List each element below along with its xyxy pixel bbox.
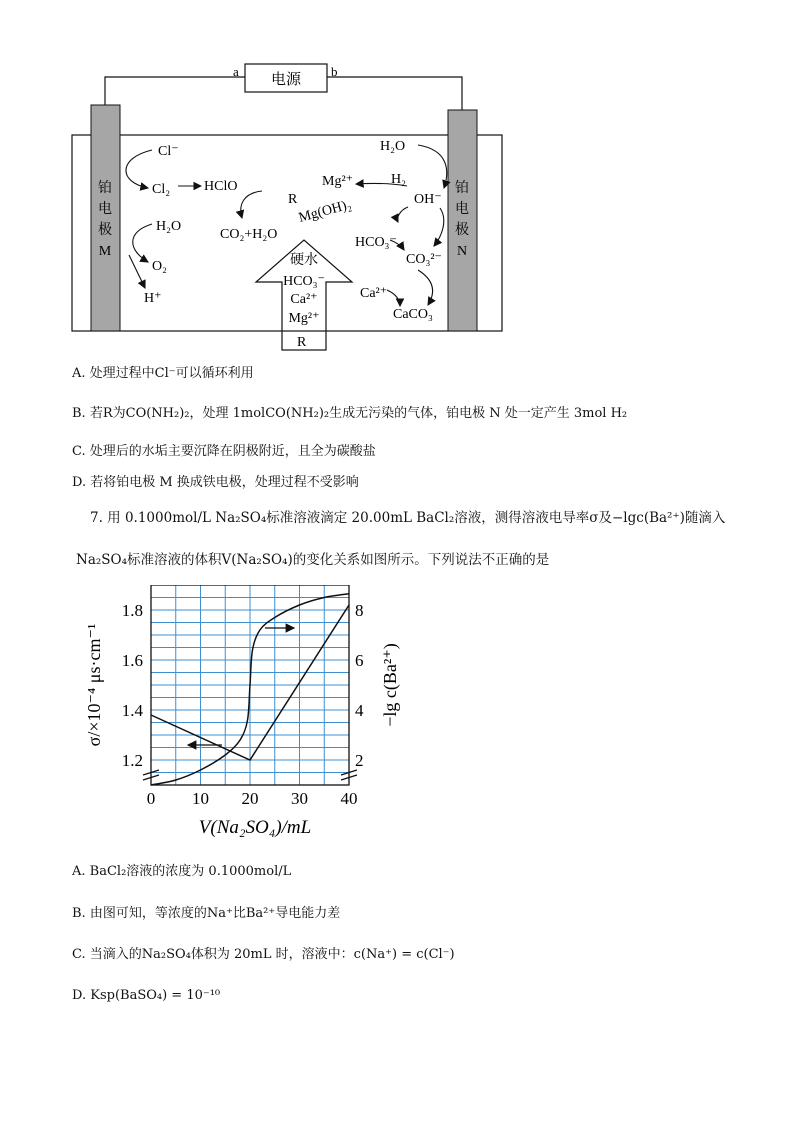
electrode-n xyxy=(448,110,477,331)
q7-option-a[interactable] xyxy=(72,862,291,882)
option-text: 处理过程中Cl⁻可以循环利用 xyxy=(89,366,254,381)
hard-water-ca: Ca²⁺ xyxy=(290,292,318,307)
q6-option-b[interactable] xyxy=(72,404,627,424)
hco3-right: HCO₃⁻ xyxy=(355,235,397,250)
option-text: BaCl₂溶液的浓度为 0.1000mol/L xyxy=(89,864,292,879)
mg2-plus: Mg²⁺ xyxy=(322,174,354,189)
q6-option-c[interactable] xyxy=(72,442,376,462)
cl-minus: Cl⁻ xyxy=(158,144,179,159)
option-letter: A. xyxy=(72,864,86,879)
electrode-m-label-4: M xyxy=(98,244,112,259)
option-letter: C. xyxy=(72,444,86,459)
x-tick-label: 20 xyxy=(241,789,259,808)
y-right-tick-label: 8 xyxy=(355,601,364,620)
terminal-a-label: a xyxy=(233,64,239,79)
power-source-label: 电源 xyxy=(270,72,302,88)
electrode-m-label-3: 极 xyxy=(98,223,112,238)
electrode-n-label-4: N xyxy=(456,244,468,259)
conductivity-chart xyxy=(0,585,794,845)
ca2-plus-right: Ca²⁺ xyxy=(360,286,388,301)
x-tick-label: 40 xyxy=(340,789,358,808)
terminal-b-label: b xyxy=(331,64,338,79)
cl2: Cl₂ xyxy=(152,182,171,197)
y-right-tick-label: 6 xyxy=(355,651,364,670)
electrode-n-label-3: 极 xyxy=(455,223,469,238)
electrode-m-label-1: 铂 xyxy=(98,181,112,196)
q7-stem-line-1: 7. 用 0.1000mol/L Na₂SO₄标准溶液滴定 20.00mL BaCl₂溶液，测得溶液电导率σ及−lgc(Ba²⁺)随滴入 xyxy=(90,510,726,526)
y-right-tick-label: 2 xyxy=(355,751,364,770)
option-text: 若R为CO(NH₂)₂，处理 1molCO(NH₂)₂生成无污染的气体，铂电极 N 处一定产生 3mol H₂ xyxy=(89,406,628,421)
x-tick-label: 30 xyxy=(291,789,308,808)
option-letter: D. xyxy=(72,475,87,490)
hclo: HClO xyxy=(204,179,238,194)
option-letter: A. xyxy=(72,366,86,381)
y-left-tick-label: 1.6 xyxy=(121,651,143,670)
h2o-right: H₂O xyxy=(380,139,406,154)
x-tick-label: 0 xyxy=(146,789,156,808)
hard-water-mg: Mg²⁺ xyxy=(288,311,320,326)
x-axis-label: V(Na₂SO₄)/mL xyxy=(198,817,312,838)
electrode-m-label-2: 电 xyxy=(98,202,112,217)
q7-option-d[interactable] xyxy=(72,986,220,1006)
option-letter: B. xyxy=(72,906,86,921)
option-text: 当滴入的Na₂SO₄体积为 20mL 时，溶液中：c(Na⁺) = c(Cl⁻) xyxy=(89,947,455,962)
hard-water-hco3: HCO₃⁻ xyxy=(283,274,325,289)
co2-h2o: CO₂+H₂O xyxy=(220,227,278,242)
option-text: 若将铂电极 M 换成铁电极，处理过程不受影响 xyxy=(90,475,359,490)
y-left-axis-label: σ/×10⁻⁴ μs·cm⁻¹ xyxy=(84,623,104,747)
wire-b xyxy=(327,77,462,110)
q6-option-d[interactable] xyxy=(72,473,359,493)
r-species: R xyxy=(288,192,298,207)
mgoh2: Mg(OH)₂ xyxy=(297,197,354,226)
o2: O₂ xyxy=(152,259,167,274)
electrolysis-diagram xyxy=(0,0,794,360)
x-tick-label: 10 xyxy=(192,789,209,808)
option-letter: D. xyxy=(72,988,87,1003)
h-plus: H⁺ xyxy=(144,291,162,306)
hard-water-title: 硬水 xyxy=(290,253,318,268)
y-left-tick-label: 1.2 xyxy=(121,751,143,770)
q7-option-b[interactable] xyxy=(72,904,340,924)
option-letter: B. xyxy=(72,406,86,421)
q7-stem-line-2: Na₂SO₄标准溶液的体积V(Na₂SO₄)的变化关系如图所示。下列说法不正确的是 xyxy=(76,552,550,568)
option-text: 处理后的水垢主要沉降在阴极附近，且全为碳酸盐 xyxy=(89,444,376,459)
co3: CO₃²⁻ xyxy=(406,252,442,267)
option-letter: C. xyxy=(72,947,86,962)
wire-a xyxy=(105,77,245,105)
y-right-tick-label: 4 xyxy=(355,701,364,720)
y-left-tick-label: 1.8 xyxy=(121,601,143,620)
oh-minus: OH⁻ xyxy=(414,192,442,207)
y-right-axis-label: −lg c(Ba²⁺) xyxy=(380,643,400,727)
electrode-n-label-2: 电 xyxy=(455,202,469,217)
caco3: CaCO₃ xyxy=(393,307,433,322)
option-text: 由图可知，等浓度的Na⁺比Ba²⁺导电能力差 xyxy=(89,906,341,921)
hard-water-r-label: R xyxy=(297,335,307,350)
q6-option-a[interactable] xyxy=(72,364,254,384)
electrode-n-label-1: 铂 xyxy=(455,181,469,196)
q7-option-c[interactable] xyxy=(72,945,455,965)
y-left-tick-label: 1.4 xyxy=(121,701,143,720)
h2o-left: H₂O xyxy=(156,219,182,234)
h2: H₂ xyxy=(391,172,406,187)
option-text: Ksp(BaSO₄) = 10⁻¹⁰ xyxy=(90,988,221,1003)
electrode-m xyxy=(91,105,120,331)
